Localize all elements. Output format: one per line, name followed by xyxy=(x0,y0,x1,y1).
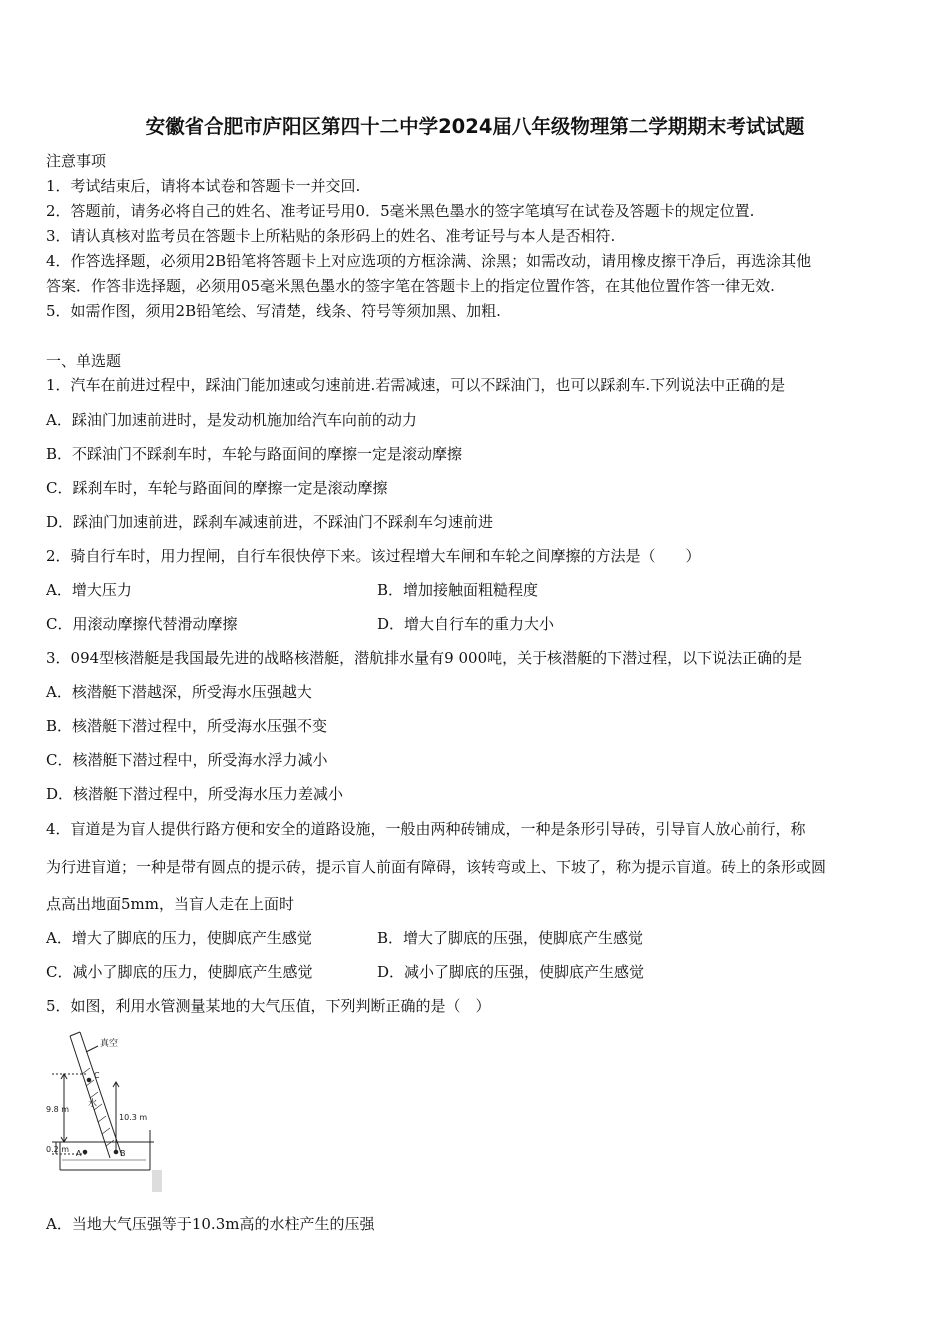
section-heading: 一、单选题 xyxy=(46,352,122,370)
q1-option-b: B．不踩油门不踩刹车时，车轮与路面间的摩擦一定是滚动摩擦 xyxy=(46,445,463,463)
point-c-label: C xyxy=(94,1071,100,1080)
q2-option-a: A．增大压力 xyxy=(46,581,132,599)
q1-stem: 1．汽车在前进过程中，踩油门能加速或匀速前进.若需减速，可以不踩油门，也可以踩刹车.下列说法中正确的是 xyxy=(46,376,786,394)
tube-figure xyxy=(46,1030,166,1195)
notice-item: 1．考试结束后，请将本试卷和答题卡一并交回. xyxy=(46,177,361,195)
tube-wall-left xyxy=(70,1036,110,1158)
notice-item: 答案．作答非选择题，必须用05毫米黑色墨水的签字笔在答题卡上的指定位置作答，在其他位置作答一律无效. xyxy=(46,277,775,295)
q5-stem: 5．如图，利用水管测量某地的大气压值，下列判断正确的是（ ） xyxy=(46,997,491,1015)
stand xyxy=(152,1170,162,1192)
point-a-label: A xyxy=(76,1149,82,1158)
q4-option-d: D．减小了脚底的压强，使脚底产生感觉 xyxy=(377,963,645,981)
q2-option-c: C．用滚动摩擦代替滑动摩擦 xyxy=(46,615,238,633)
tube-top xyxy=(70,1032,80,1036)
q2-option-b: B．增加接触面粗糙程度 xyxy=(377,581,539,599)
vacuum-label: 真空 xyxy=(100,1039,119,1049)
q3-option-a: A．核潜艇下潜越深，所受海水压强越大 xyxy=(46,683,312,701)
point-c-dot xyxy=(87,1078,91,1082)
q3-option-d: D．核潜艇下潜过程中，所受海水压力差减小 xyxy=(46,785,344,803)
q4-option-c: C．减小了脚底的压力，使脚底产生感觉 xyxy=(46,963,313,981)
notice-item: 4．作答选择题，必须用2B铅笔将答题卡上对应选项的方框涂满、涂黑；如需改动，请用橡皮擦干净后，再选涂其他 xyxy=(46,252,812,270)
height-label-right: 10.3 m xyxy=(119,1113,148,1122)
notice-heading: 注意事项 xyxy=(46,152,107,170)
q4-option-b: B．增大了脚底的压强，使脚底产生感觉 xyxy=(377,929,644,947)
page-title: 安徽省合肥市庐阳区第四十二中学2024届八年级物理第二学期期末考试试题 xyxy=(145,115,805,138)
vacuum-leader xyxy=(86,1046,98,1052)
q4-stem-line2: 为行进盲道；一种是带有圆点的提示砖，提示盲人前面有障碍，该转弯或上、下坡了，称为提示盲道。砖上的条形或圆 xyxy=(46,858,827,876)
water-label: 水 xyxy=(88,1099,98,1109)
point-a-dot xyxy=(83,1150,87,1154)
q3-option-c: C．核潜艇下潜过程中，所受海水浮力减小 xyxy=(46,751,328,769)
height-label-small: 0.2 m xyxy=(46,1145,70,1154)
point-b-dot xyxy=(114,1150,118,1154)
q3-stem: 3．094型核潜艇是我国最先进的战略核潜艇，潜航排水量有9 000吨，关于核潜艇的下潜过程，以下说法正确的是 xyxy=(46,649,803,667)
notice-item: 5．如需作图，须用2B铅笔绘、写清楚，线条、符号等须加黑、加粗. xyxy=(46,302,501,320)
notice-item: 3．请认真核对监考员在答题卡上所粘贴的条形码上的姓名、准考证号与本人是否相符. xyxy=(46,227,616,245)
q1-option-a: A．踩油门加速前进时，是发动机施加给汽车向前的动力 xyxy=(46,411,417,429)
q4-stem-line3: 点高出地面5mm，当盲人走在上面时 xyxy=(46,895,294,913)
q4-stem-line1: 4．盲道是为盲人提供行路方便和安全的道路设施，一般由两种砖铺成，一种是条形引导砖，引导盲人放心前行，称 xyxy=(46,820,806,838)
q2-stem: 2．骑自行车时，用力捏闸，自行车很快停下来。该过程增大车闸和车轮之间摩擦的方法是（ ） xyxy=(46,547,701,565)
notice-item: 2．答题前，请务必将自己的姓名、准考证号用0．5毫米黑色墨水的签字笔填写在试卷及答题卡的规定位置. xyxy=(46,202,755,220)
q4-option-a: A．增大了脚底的压力，使脚底产生感觉 xyxy=(46,929,312,947)
q3-option-b: B．核潜艇下潜过程中，所受海水压强不变 xyxy=(46,717,328,735)
q1-option-d: D．踩油门加速前进，踩刹车减速前进，不踩油门不踩刹车匀速前进 xyxy=(46,513,494,531)
q5-option-a: A．当地大气压强等于10.3m高的水柱产生的压强 xyxy=(46,1215,375,1233)
q2-option-d: D．增大自行车的重力大小 xyxy=(377,615,555,633)
height-label-left: 9.8 m xyxy=(46,1105,70,1114)
point-b-label: B xyxy=(120,1149,126,1158)
q1-option-c: C．踩刹车时，车轮与路面间的摩擦一定是滚动摩擦 xyxy=(46,479,388,497)
